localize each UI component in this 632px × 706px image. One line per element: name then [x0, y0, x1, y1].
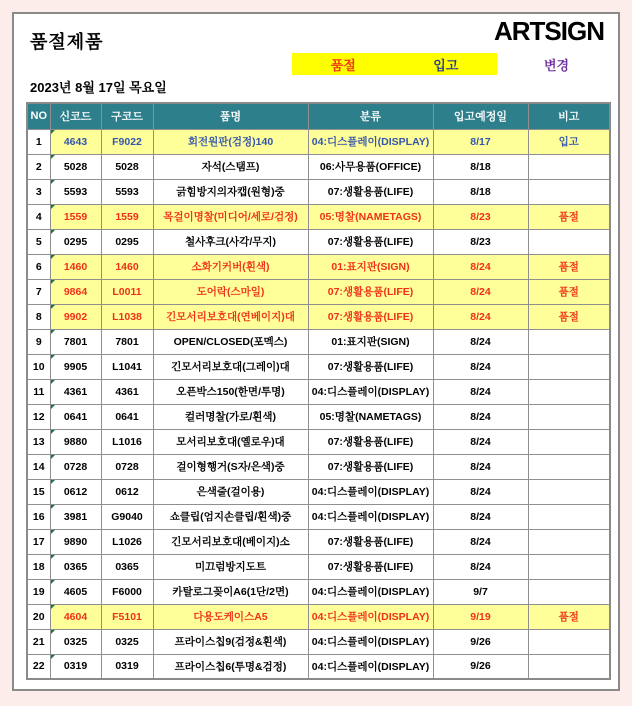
cell-note: 품절 [528, 604, 610, 629]
cell-no: 22 [27, 654, 50, 679]
cell-old-code: F6000 [101, 579, 153, 604]
brand-logo: ARTSIGN [494, 16, 604, 46]
cell-due-date: 8/24 [433, 504, 528, 529]
table-row [27, 429, 610, 454]
cell-note [528, 504, 610, 529]
cell-old-code: 0325 [101, 629, 153, 654]
comment-marker-icon [51, 455, 55, 459]
soldout-products-table [26, 102, 611, 680]
cell-note [528, 629, 610, 654]
table-row [27, 204, 610, 229]
comment-marker-icon [51, 180, 55, 184]
col-header-category: 분류 [308, 103, 433, 129]
cell-note: 품절 [528, 204, 610, 229]
table-row [27, 254, 610, 279]
table-row [27, 479, 610, 504]
cell-product-name: 철사후크(사각/무지) [153, 229, 308, 254]
comment-marker-icon [51, 480, 55, 484]
cell-category: 01:표지판(SIGN) [308, 254, 433, 279]
cell-new-code: 1460 [50, 254, 101, 279]
cell-product-name: 다용도케이스A5 [153, 604, 308, 629]
cell-due-date: 8/24 [433, 329, 528, 354]
cell-no: 16 [27, 504, 50, 529]
cell-old-code: F9022 [101, 129, 153, 154]
table-row [27, 504, 610, 529]
cell-due-date: 9/26 [433, 629, 528, 654]
cell-due-date: 8/18 [433, 154, 528, 179]
cell-new-code: 9880 [50, 429, 101, 454]
cell-due-date: 9/19 [433, 604, 528, 629]
comment-marker-icon [51, 605, 55, 609]
cell-old-code: 5593 [101, 179, 153, 204]
cell-old-code: 0728 [101, 454, 153, 479]
cell-no: 21 [27, 629, 50, 654]
cell-new-code: 3981 [50, 504, 101, 529]
cell-new-code: 4604 [50, 604, 101, 629]
cell-note: 품절 [528, 279, 610, 304]
table-row [27, 329, 610, 354]
cell-old-code: 1460 [101, 254, 153, 279]
table-row [27, 654, 610, 679]
cell-no: 4 [27, 204, 50, 229]
legend-arrival-label: 입고 [433, 57, 459, 73]
cell-new-code: 9902 [50, 304, 101, 329]
cell-due-date: 8/24 [433, 429, 528, 454]
cell-no: 12 [27, 404, 50, 429]
comment-marker-icon [51, 280, 55, 284]
cell-product-name: 컬러명찰(가로/흰색) [153, 404, 308, 429]
cell-due-date: 8/24 [433, 254, 528, 279]
cell-new-code: 0365 [50, 554, 101, 579]
cell-no: 17 [27, 529, 50, 554]
cell-new-code: 0612 [50, 479, 101, 504]
cell-old-code: L1016 [101, 429, 153, 454]
cell-no: 1 [27, 129, 50, 154]
cell-note [528, 329, 610, 354]
cell-product-name: 카탈로그꽂이A6(1단/2면) [153, 579, 308, 604]
cell-new-code: 5593 [50, 179, 101, 204]
cell-new-code: 0319 [50, 654, 101, 679]
cell-no: 13 [27, 429, 50, 454]
cell-no: 3 [27, 179, 50, 204]
cell-new-code: 9890 [50, 529, 101, 554]
legend-soldout-label: 품절 [330, 57, 356, 73]
cell-old-code: 1559 [101, 204, 153, 229]
comment-marker-icon [51, 655, 55, 659]
cell-new-code: 0641 [50, 404, 101, 429]
col-header-new-code: 신코드 [50, 103, 101, 129]
cell-product-name: 모서리보호대(옐로우)대 [153, 429, 308, 454]
page-title: 품절제품 [30, 32, 104, 52]
cell-product-name: 걸이형행거(S자/은색)중 [153, 454, 308, 479]
cell-no: 8 [27, 304, 50, 329]
comment-marker-icon [51, 430, 55, 434]
cell-new-code: 0325 [50, 629, 101, 654]
table-row [27, 304, 610, 329]
cell-category: 07:생활용품(LIFE) [308, 354, 433, 379]
cell-no: 19 [27, 579, 50, 604]
comment-marker-icon [51, 630, 55, 634]
cell-note: 입고 [528, 129, 610, 154]
cell-new-code: 7801 [50, 329, 101, 354]
cell-product-name: OPEN/CLOSED(포멕스) [153, 329, 308, 354]
cell-due-date: 9/26 [433, 654, 528, 679]
cell-note [528, 454, 610, 479]
cell-due-date: 8/24 [433, 354, 528, 379]
cell-product-name: 프라이스칩9(검정&흰색) [153, 629, 308, 654]
cell-note [528, 404, 610, 429]
table-row [27, 629, 610, 654]
cell-category: 07:생활용품(LIFE) [308, 554, 433, 579]
cell-note [528, 354, 610, 379]
cell-category: 04:디스플레이(DISPLAY) [308, 604, 433, 629]
cell-product-name: 도어락(스마일) [153, 279, 308, 304]
table-row [27, 554, 610, 579]
col-header-no: NO [27, 103, 50, 129]
cell-no: 14 [27, 454, 50, 479]
comment-marker-icon [51, 155, 55, 159]
cell-product-name: 긴모서리보호대(연베이지)대 [153, 304, 308, 329]
comment-marker-icon [51, 530, 55, 534]
cell-due-date: 8/24 [433, 454, 528, 479]
cell-category: 07:생활용품(LIFE) [308, 454, 433, 479]
cell-no: 9 [27, 329, 50, 354]
cell-product-name: 긴모서리보호대(그레이)대 [153, 354, 308, 379]
cell-note [528, 429, 610, 454]
cell-due-date: 8/17 [433, 129, 528, 154]
cell-category: 04:디스플레이(DISPLAY) [308, 654, 433, 679]
cell-note [528, 554, 610, 579]
report-date: 2023년 8월 17일 목요일 [30, 80, 167, 95]
report-page [12, 12, 620, 691]
cell-note [528, 229, 610, 254]
cell-due-date: 8/24 [433, 479, 528, 504]
cell-new-code: 1559 [50, 204, 101, 229]
cell-no: 11 [27, 379, 50, 404]
cell-old-code: 0612 [101, 479, 153, 504]
cell-note [528, 179, 610, 204]
cell-no: 18 [27, 554, 50, 579]
table-row [27, 154, 610, 179]
table-row [27, 379, 610, 404]
comment-marker-icon [51, 255, 55, 259]
col-header-old-code: 구코드 [101, 103, 153, 129]
cell-old-code: 0295 [101, 229, 153, 254]
cell-no: 20 [27, 604, 50, 629]
cell-category: 07:생활용품(LIFE) [308, 429, 433, 454]
cell-category: 04:디스플레이(DISPLAY) [308, 129, 433, 154]
comment-marker-icon [51, 330, 55, 334]
cell-due-date: 9/7 [433, 579, 528, 604]
cell-new-code: 0295 [50, 229, 101, 254]
comment-marker-icon [51, 380, 55, 384]
cell-note [528, 479, 610, 504]
cell-new-code: 4605 [50, 579, 101, 604]
cell-old-code: G9040 [101, 504, 153, 529]
cell-new-code: 5028 [50, 154, 101, 179]
cell-category: 04:디스플레이(DISPLAY) [308, 579, 433, 604]
col-header-name: 품명 [153, 103, 308, 129]
cell-new-code: 9864 [50, 279, 101, 304]
cell-new-code: 9905 [50, 354, 101, 379]
table-header-row [27, 103, 610, 129]
cell-product-name: 오픈박스150(한면/투명) [153, 379, 308, 404]
cell-due-date: 8/18 [433, 179, 528, 204]
cell-product-name: 자석(스탬프) [153, 154, 308, 179]
cell-due-date: 8/23 [433, 229, 528, 254]
cell-no: 5 [27, 229, 50, 254]
table-row [27, 229, 610, 254]
table-body [27, 129, 610, 679]
cell-category: 07:생활용품(LIFE) [308, 279, 433, 304]
cell-product-name: 은색줄(걸이용) [153, 479, 308, 504]
cell-new-code: 4361 [50, 379, 101, 404]
cell-category: 05:명찰(NAMETAGS) [308, 204, 433, 229]
table-row [27, 529, 610, 554]
cell-note [528, 579, 610, 604]
cell-note [528, 154, 610, 179]
cell-no: 7 [27, 279, 50, 304]
cell-product-name: 긁힘방지의자캡(원형)중 [153, 179, 308, 204]
cell-note [528, 379, 610, 404]
cell-category: 04:디스플레이(DISPLAY) [308, 479, 433, 504]
cell-note: 품절 [528, 304, 610, 329]
comment-marker-icon [51, 355, 55, 359]
cell-old-code: F5101 [101, 604, 153, 629]
col-header-due-date: 입고예정일 [433, 103, 528, 129]
comment-marker-icon [51, 405, 55, 409]
cell-product-name: 회전원판(검정)140 [153, 129, 308, 154]
comment-marker-icon [51, 580, 55, 584]
cell-category: 07:생활용품(LIFE) [308, 179, 433, 204]
cell-product-name: 쇼클립(엄지손클립/흰색)중 [153, 504, 308, 529]
cell-old-code: L1041 [101, 354, 153, 379]
cell-note [528, 529, 610, 554]
legend-bar [292, 53, 497, 75]
cell-due-date: 8/24 [433, 304, 528, 329]
cell-old-code: 7801 [101, 329, 153, 354]
cell-no: 15 [27, 479, 50, 504]
cell-note: 품절 [528, 254, 610, 279]
cell-category: 04:디스플레이(DISPLAY) [308, 629, 433, 654]
comment-marker-icon [51, 205, 55, 209]
cell-category: 07:생활용품(LIFE) [308, 304, 433, 329]
cell-new-code: 0728 [50, 454, 101, 479]
comment-marker-icon [51, 230, 55, 234]
table-row [27, 354, 610, 379]
cell-due-date: 8/24 [433, 279, 528, 304]
cell-old-code: L1038 [101, 304, 153, 329]
cell-product-name: 소화기커버(흰색) [153, 254, 308, 279]
cell-old-code: 0365 [101, 554, 153, 579]
cell-old-code: 5028 [101, 154, 153, 179]
cell-category: 06:사무용품(OFFICE) [308, 154, 433, 179]
cell-due-date: 8/24 [433, 554, 528, 579]
cell-category: 07:생활용품(LIFE) [308, 229, 433, 254]
cell-new-code: 4643 [50, 129, 101, 154]
table-row [27, 604, 610, 629]
table-row [27, 279, 610, 304]
cell-due-date: 8/24 [433, 404, 528, 429]
cell-due-date: 8/24 [433, 379, 528, 404]
table-row [27, 579, 610, 604]
cell-due-date: 8/23 [433, 204, 528, 229]
cell-product-name: 프라이스칩6(투명&검정) [153, 654, 308, 679]
cell-category: 04:디스플레이(DISPLAY) [308, 379, 433, 404]
cell-old-code: L1026 [101, 529, 153, 554]
cell-product-name: 목걸이명찰(미디어/세로/검정) [153, 204, 308, 229]
col-header-note: 비고 [528, 103, 610, 129]
cell-product-name: 긴모서리보호대(베이지)소 [153, 529, 308, 554]
table-row [27, 179, 610, 204]
comment-marker-icon [51, 130, 55, 134]
cell-no: 10 [27, 354, 50, 379]
table-row [27, 454, 610, 479]
cell-old-code: L0011 [101, 279, 153, 304]
cell-old-code: 0319 [101, 654, 153, 679]
cell-note [528, 654, 610, 679]
table-row [27, 404, 610, 429]
cell-no: 2 [27, 154, 50, 179]
comment-marker-icon [51, 505, 55, 509]
cell-category: 01:표지판(SIGN) [308, 329, 433, 354]
cell-product-name: 미끄럼방지도트 [153, 554, 308, 579]
table-row [27, 129, 610, 154]
legend-change-label: 변경 [543, 57, 570, 73]
cell-no: 6 [27, 254, 50, 279]
cell-category: 04:디스플레이(DISPLAY) [308, 504, 433, 529]
cell-old-code: 0641 [101, 404, 153, 429]
comment-marker-icon [51, 305, 55, 309]
comment-marker-icon [51, 555, 55, 559]
cell-category: 07:생활용품(LIFE) [308, 529, 433, 554]
cell-old-code: 4361 [101, 379, 153, 404]
cell-due-date: 8/24 [433, 529, 528, 554]
cell-category: 05:명찰(NAMETAGS) [308, 404, 433, 429]
